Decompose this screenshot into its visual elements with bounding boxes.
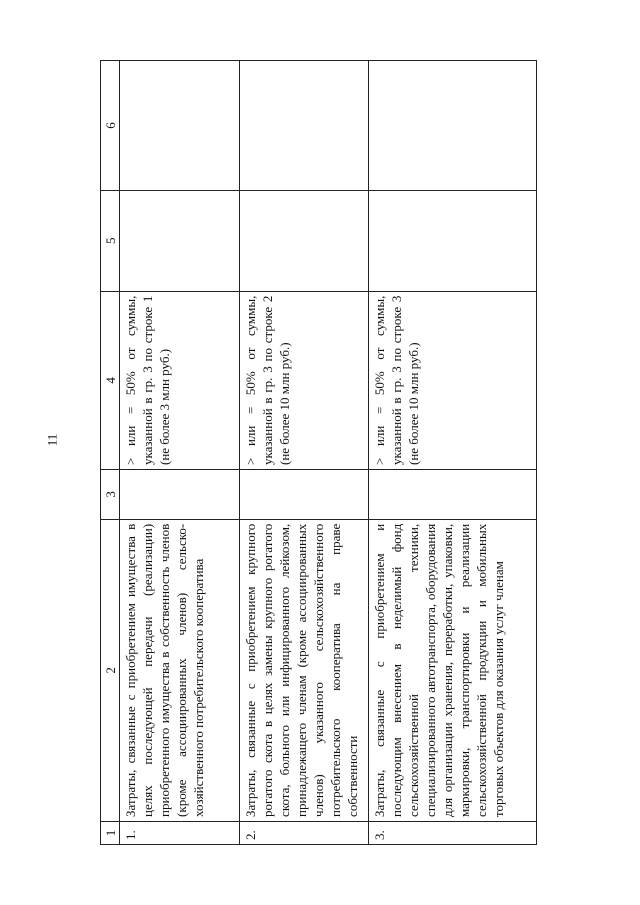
col5-cell [120,190,240,291]
row-number: 2. [240,821,369,844]
col5-cell [369,190,537,291]
cost-description: Затраты, связанные с приобретением имущества в целях последующей передачи (реализации) приобретенного имущества в собственность членов (кроме ассоциированных членов) сельско-хозяйственного потребительского кооператива [120,519,240,821]
header-col-4: 4 [101,291,120,469]
table-row [120,61,240,845]
col6-cell [240,61,369,191]
col5-cell [240,190,369,291]
header-col-5: 5 [101,190,120,291]
col6-cell [120,61,240,191]
table-row [369,61,537,845]
subsidy-condition: > или = 50% от суммы, указанной в гр. 3 по строке 3 (не более 10 млн руб.) [369,291,537,469]
page-number: 11 [44,433,60,447]
table-header-row [101,61,120,845]
row-number: 3. [369,821,537,844]
cost-description: Затраты, связанные с приобретением крупного рогатого скота в целях замены крупного рогатого скота, больного или инфицированного лейкозом, принадлежащего членам (кроме ассоциированных членов) указанного сельскохозяйственного потребительского кооператива на праве собственности [240,519,369,821]
header-col-3: 3 [101,470,120,520]
amount-cell [120,470,240,520]
header-col-1: 1 [101,821,120,844]
table-row [240,61,369,845]
cost-description: Затраты, связанные с приобретением и последующим внесением в неделимый фонд сельскохозяйственной техники, специализированного автотранспорта, оборудования для организации хранения, переработки, упаковки, маркировки, транспортировки и реализации сельскохозяйственной продукции и мобильных торговых объектов для оказания услуг членам [369,519,537,821]
amount-cell [240,470,369,520]
header-col-6: 6 [101,61,120,191]
header-col-2: 2 [101,519,120,821]
subsidy-cost-table [100,60,537,845]
amount-cell [369,470,537,520]
col6-cell [369,61,537,191]
row-number: 1. [120,821,240,844]
subsidy-condition: > или = 50% от суммы, указанной в гр. 3 по строке 2 (не более 10 млн руб.) [240,291,369,469]
subsidy-condition: > или = 50% от суммы, указанной в гр. 3 по строке 1 (не более 3 млн руб.) [120,291,240,469]
rotated-table-container [100,60,537,845]
